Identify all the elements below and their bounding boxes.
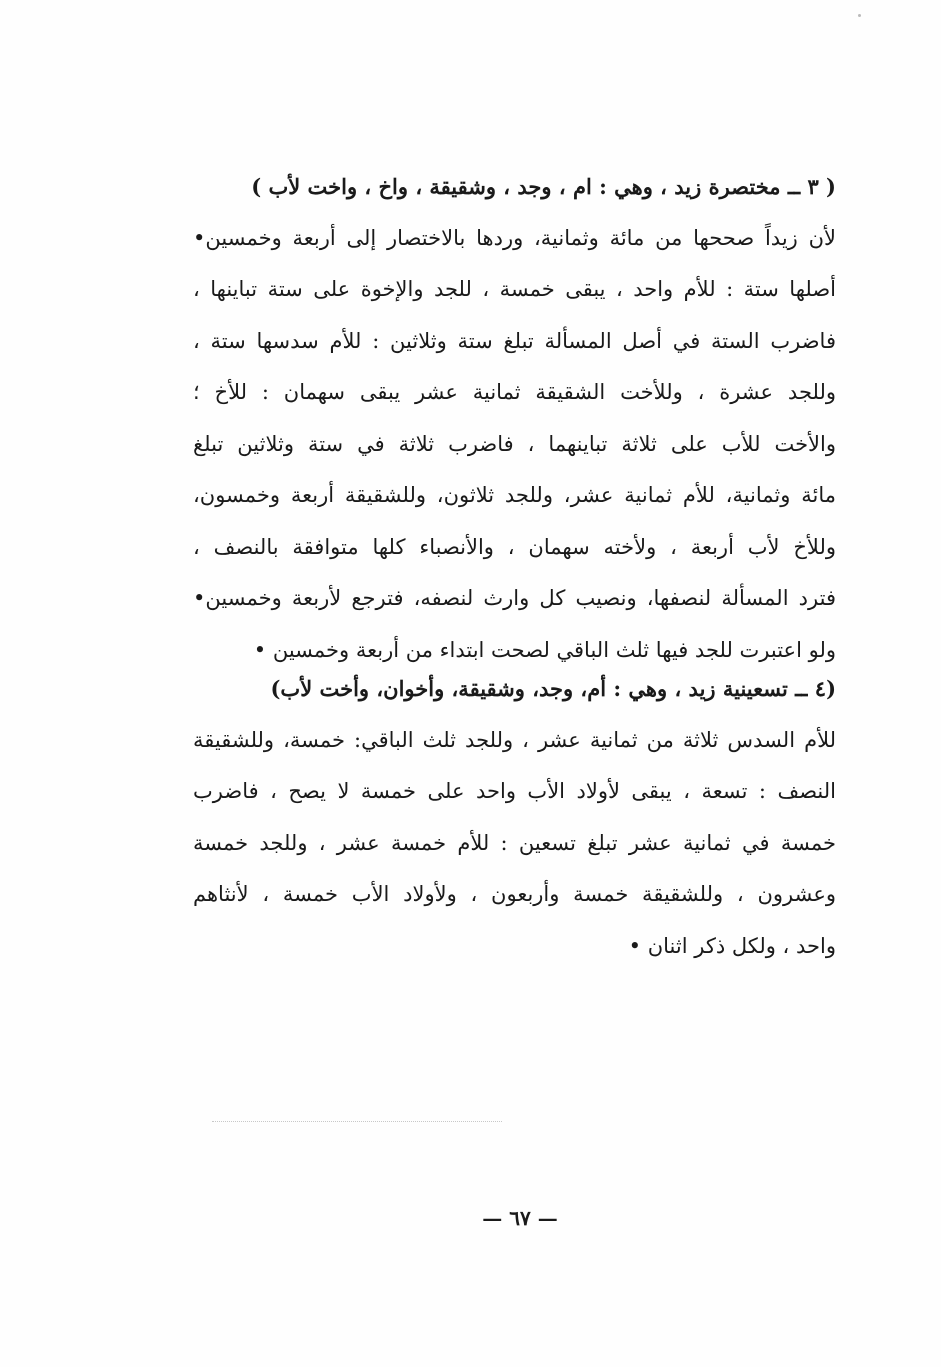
section-4-line-3: خمسة في ثمانية عشر تبلغ تسعين : للأم خمسة عشر ، وللجد خمسة — [193, 830, 836, 855]
section-3-line-9: ولو اعتبرت للجد فيها ثلث الباقي لصحت ابتداء من أربعة وخمسين • — [253, 637, 836, 662]
scan-speck — [858, 14, 861, 17]
section-3-line-3: فاضرب الستة في أصل المسألة تبلغ ستة وثلاثين : للأم سدسها ستة ، — [193, 328, 836, 353]
section-4 — [193, 663, 836, 972]
section-4-line-1: للأم السدس ثلاثة من ثمانية عشر ، وللجد ثلث الباقي: خمسة، وللشقيقة — [193, 727, 836, 752]
faint-divider — [212, 1121, 502, 1122]
section-3-line-6: مائة وثمانية، للأم ثمانية عشر، وللجد ثلاثون، وللشقيقة أربعة وخمسون، — [193, 483, 836, 507]
section-3-line-5: والأخت للأب على ثلاثة تباينهما ، فاضرب ثلاثة في ستة وثلاثين تبلغ — [193, 431, 836, 456]
section-3-line-7: وللأخ لأب أربعة ، ولأخته سهمان ، والأنصباء كلها متوافقة بالنصف ، — [193, 534, 836, 559]
section-4-line-4: وعشرون ، وللشقيقة خمسة وأربعون ، ولأولاد الأب خمسة ، لأنثاهم — [193, 882, 836, 906]
section-3-heading: ( ٣ ــ مختصرة زيد ، وهي : ام ، وجد ، وشقيقة ، واخ ، واخت لأب ) — [251, 174, 836, 199]
section-3-line-8: فترد المسألة لنصفها، ونصيب كل وارث لنصفه، فترجع لأربعة وخمسين• — [193, 586, 836, 610]
section-3 — [193, 161, 836, 676]
section-4-heading: (٤ ــ تسعينية زيد ، وهي : أم، وجد، وشقيقة، وأخوان، وأخت لأب) — [270, 676, 836, 701]
section-3-line-2: أصلها ستة : للأم واحد ، يبقى خمسة ، للجد والإخوة على ستة تباينها ، — [193, 277, 836, 301]
section-3-line-4: وللجد عشرة ، وللأخت الشقيقة ثمانية عشر يبقى سهمان : للأخ ؛ — [193, 380, 836, 404]
section-4-line-5: واحد ، ولكل ذكر اثنان • — [628, 933, 836, 958]
section-4-line-2: النصف : تسعة ، يبقى لأولاد الأب واحد على خمسة لا يصح ، فاضرب — [193, 779, 836, 803]
section-3-line-1: لأن زيداً صححها من مائة وثمانية، وردها بالاختصار إلى أربعة وخمسين• — [193, 225, 836, 250]
page-number: — ٦٧ — — [482, 1206, 558, 1230]
